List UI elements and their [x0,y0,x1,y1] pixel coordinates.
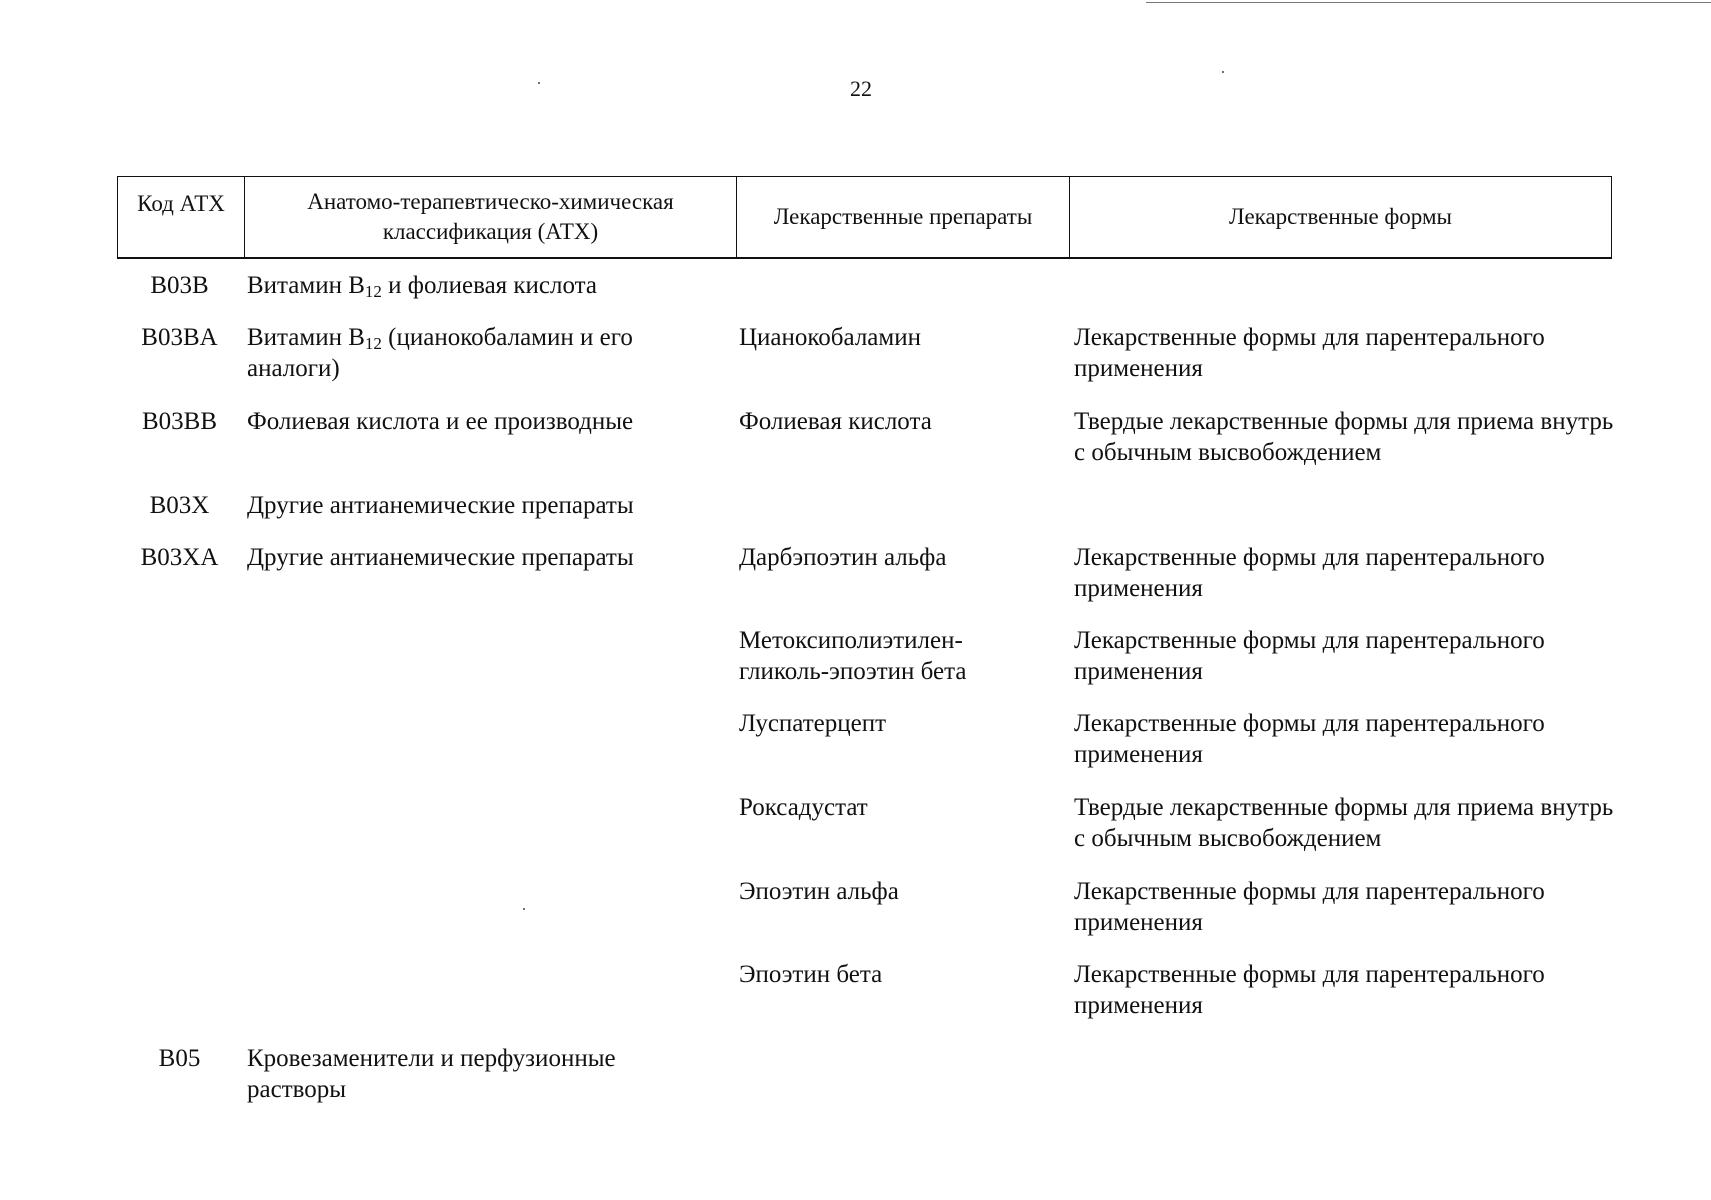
atc-name: Витамин $B_{12}$ и фолиевая кислота [247,272,598,301]
atc-code: B03XA [140,544,219,571]
drug-name: Роксадустат [739,794,868,821]
dosage-form: Лекарственные формы для парентерального применения [1074,544,1545,602]
table-header [117,176,1612,259]
atc-name: Кровезаменители и перфузионные растворы [247,1045,616,1103]
dosage-form: Твердые лекарственные формы для приема внутрь с обычным высвобождением [1074,794,1614,852]
dosage-form: Лекарственные формы для парентерального применения [1074,710,1545,768]
dosage-form: Лекарственные формы для парентерального применения [1074,627,1545,685]
drug-name: Метоксиполиэтилен-гликоль-эпоэтин бета [739,627,967,685]
dosage-form: Лекарственные формы для парентерального применения [1074,961,1545,1019]
header-dosage-forms: Лекарственные формы [1229,204,1452,229]
atc-code: B03X [149,492,210,519]
scan-speck [1222,71,1224,73]
drug-name: Фолиевая кислота [739,408,932,435]
top-edge-rule [1146,2,1711,3]
dosage-form: Твердые лекарственные формы для приема внутрь с обычным высвобождением [1074,408,1614,466]
header-code: Код АТХ [118,177,245,257]
drug-name: Эпоэтин бета [739,961,883,988]
drug-name: Цианокобаламин [739,324,921,351]
atc-code: B03B [150,272,209,299]
atc-code: B05 [158,1045,201,1072]
atc-name: Другие антианемические препараты [247,544,634,571]
drug-name: Луспатерцепт [739,710,887,737]
header-atc-classification: Анатомо-терапевтическо-химическая классификация (АТХ) [245,177,737,257]
atc-name: Другие антианемические препараты [247,492,634,519]
drug-name: Дарбэпоэтин альфа [739,544,947,571]
dosage-form: Лекарственные формы для парентерального применения [1074,324,1545,382]
atc-name: Фолиевая кислота и ее производные [247,408,634,435]
atc-name: Витамин $B_{12}$ (цианокобаламин и его аналоги) [247,324,633,382]
page-number: 22 [850,76,872,101]
atc-code: B03BA [141,324,218,351]
scan-speck [523,908,525,910]
dosage-form: Лекарственные формы для парентерального применения [1074,878,1545,936]
header-drugs: Лекарственные препараты [737,177,1070,257]
drug-name: Эпоэтин альфа [739,878,899,905]
atc-code: B03BB [141,408,218,435]
